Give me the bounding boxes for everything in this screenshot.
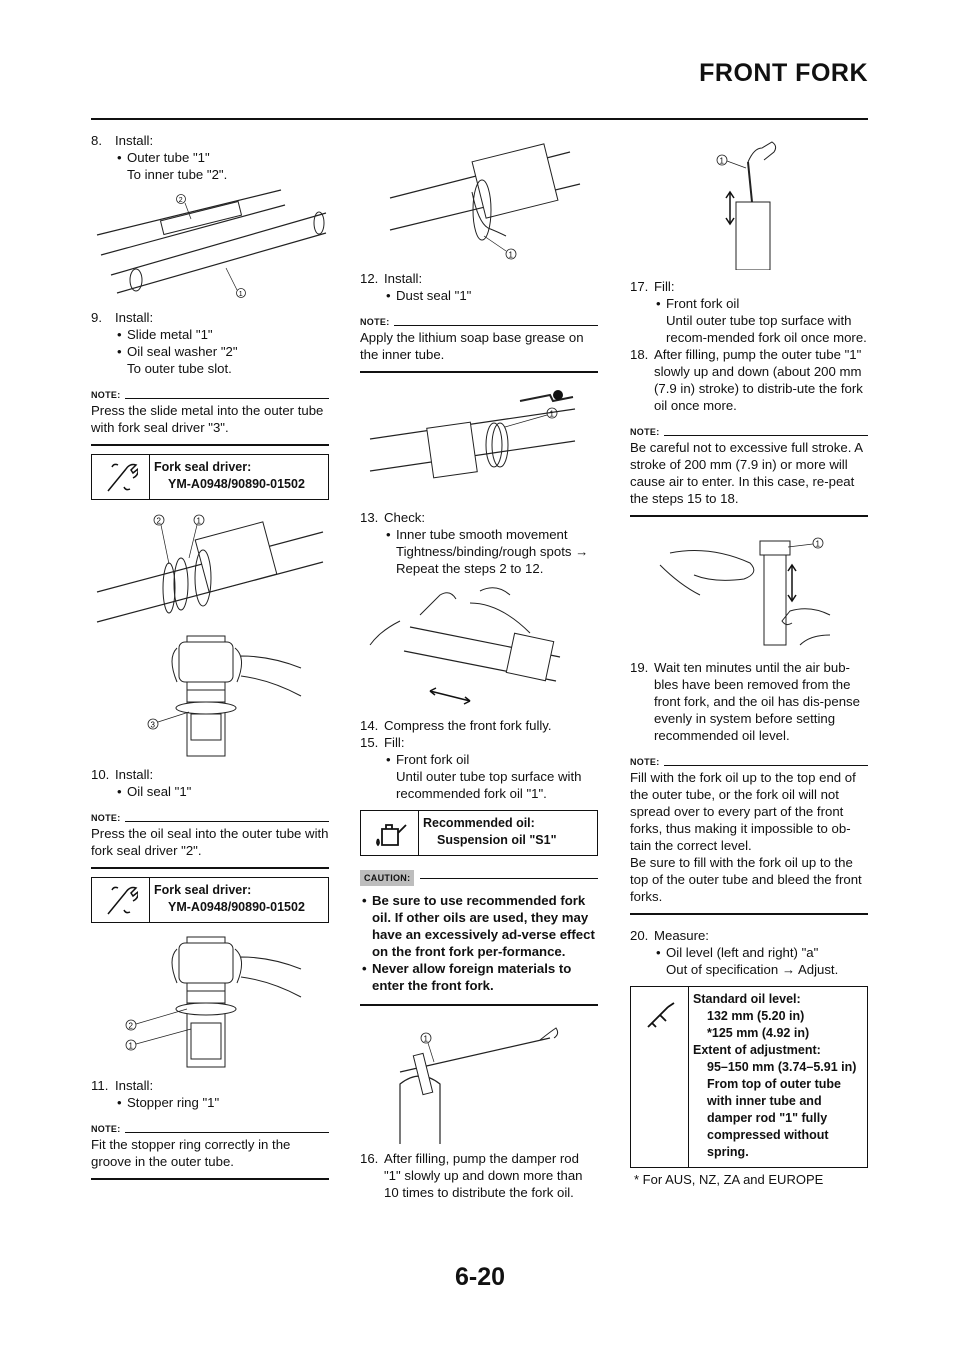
note-6: NOTE: Fill with the fork oil up to the top end of the outer tube, or the fork oil will not spread over to every part of the front forks, thus making it impossible to ob-tain the correct level. Be sure to fill with the fork oil up to the top of the outer tube and bleed the front forks.: [630, 756, 868, 915]
svg-text:1: 1: [549, 409, 554, 419]
page-title: FRONT FORK: [699, 59, 868, 87]
damper-rod-pump-figure: [360, 1014, 598, 1144]
svg-text:1: 1: [238, 291, 243, 298]
step-20: 20. Measure:: [630, 928, 709, 943]
step-12: 12. Install:: [360, 271, 423, 286]
step-9-bullet-2: • Oil seal washer "2": [91, 343, 329, 360]
step-17-cont: Until outer tube top surface with recom-mended fork oil once more.: [666, 313, 867, 345]
wrench-tool-icon: [92, 878, 150, 922]
svg-text:2: 2: [128, 1021, 133, 1031]
front-fork-oil-fill-figure: [630, 132, 868, 270]
step-15-cont: Until outer tube top surface with recommended fork oil "1".: [396, 769, 582, 801]
note-4: NOTE: Apply the lithium soap base grease on the inner tube.: [360, 316, 598, 373]
fork-seal-driver-figure-2: [91, 933, 329, 1073]
column-3: [630, 132, 868, 1188]
oil-can-icon: [361, 811, 419, 855]
svg-text:1: 1: [196, 516, 201, 526]
step-8-cont: To inner tube "2".: [127, 167, 228, 182]
svg-text:2: 2: [156, 516, 161, 526]
svg-text:1: 1: [508, 250, 513, 260]
step-12-bullet: • Dust seal "1": [360, 287, 598, 304]
step-9-bullet-1: • Slide metal "1": [91, 326, 329, 343]
step-9: 9. Install:: [91, 310, 154, 325]
step-18: 18. After filling, pump the outer tube "1" slowly up and down (about 200 mm (7.9 in) stroke) to distrib-ute the fork oil once more.: [630, 347, 863, 413]
note-1: NOTE: Press the slide metal into the outer tube with fork seal driver "3".: [91, 389, 329, 446]
outer-tube-pump-figure: [630, 525, 868, 653]
svg-text:1: 1: [423, 1034, 428, 1044]
note-5: NOTE: Be careful not to excessive full stroke. A stroke of 200 mm (7.9 in) or more will cause air to enter. In this case, re-peat the steps 15 to 18.: [630, 426, 868, 517]
step-17-bullet: • Front fork oil: [630, 295, 868, 312]
step-20-bullet: • Oil level (left and right) "a": [630, 944, 868, 961]
caliper-measure-icon: [631, 987, 689, 1167]
wrench-tool-icon: [92, 455, 150, 499]
step-13-cont-2: Repeat the steps 2 to 12.: [396, 561, 544, 576]
column-1: [91, 132, 329, 1180]
step-15-bullet: • Front fork oil: [360, 751, 598, 768]
footnote: * For AUS, NZ, ZA and EUROPE: [634, 1172, 824, 1187]
title-rule: [91, 118, 868, 120]
caution-header: CAUTION:: [360, 870, 598, 886]
step-11-bullet: • Stopper ring "1": [91, 1094, 329, 1111]
step-16: 16. After filling, pump the damper rod "1" slowly up and down more than 10 times to distribute the fork oil.: [360, 1151, 583, 1200]
svg-text:1: 1: [719, 156, 724, 166]
outer-inner-tube-figure: [91, 183, 329, 305]
step-8-bullet: • Outer tube "1": [91, 149, 329, 166]
caution-item: • Never allow foreign materials to enter the front fork.: [360, 960, 598, 994]
svg-text:1: 1: [815, 539, 820, 549]
step-8: 8. Install:: [91, 133, 154, 148]
step-13: 13. Check:: [360, 510, 426, 525]
caution-list: [360, 892, 598, 994]
svg-text:1: 1: [128, 1041, 133, 1051]
note-2: NOTE: Press the oil seal into the outer tube with fork seal driver "2".: [91, 812, 329, 869]
step-10-bullet: • Oil seal "1": [91, 783, 329, 800]
fork-seal-driver-figure-1: [91, 632, 329, 762]
dust-seal-figure-1: [360, 132, 598, 262]
grease-application-figure: [360, 379, 598, 503]
step-10: 10. Install:: [91, 767, 154, 782]
spec-fork-seal-driver-2: Fork seal driver: YM-A0948/90890-01502: [91, 877, 329, 923]
step-9-cont: To outer tube slot.: [127, 361, 232, 376]
spec-oil-level: Standard oil level: 132 mm (5.20 in) *125 mm (4.92 in) Extent of adjustment: 95–150 mm (3.74–5.91 in) From top of outer tube with inner tube and damper rod "1" fully compressed without spring.: [630, 986, 868, 1168]
step-14: 14. Compress the front fork fully.: [360, 718, 552, 733]
spec-recommended-oil: Recommended oil: Suspension oil "S1": [360, 810, 598, 856]
page-number: 6-20: [454, 1263, 506, 1291]
step-19: 19. Wait ten minutes until the air bub-bles have been removed from the front fork, and the oil has dis-pense evenly in system before setting recommended oil level.: [630, 660, 860, 743]
step-13-cont-1: Tightness/binding/rough spots →: [396, 544, 589, 559]
caution-item: • Be sure to use recommended fork oil. If other oils are used, they may have an excessively ad-verse effect on the front fork per-formance.: [360, 892, 598, 960]
slide-metal-figure: [91, 506, 329, 630]
svg-text:3: 3: [150, 720, 155, 730]
spec-fork-seal-driver-1: Fork seal driver: YM-A0948/90890-01502: [91, 454, 329, 500]
column-2: [360, 132, 598, 1201]
step-11: 11. Install:: [91, 1078, 154, 1093]
inner-tube-movement-figure: [360, 581, 598, 711]
note-3: NOTE: Fit the stopper ring correctly in the groove in the outer tube.: [91, 1123, 329, 1180]
step-17: 17. Fill:: [630, 279, 675, 294]
svg-text:2: 2: [178, 197, 183, 204]
step-20-cont: Out of specification → Adjust.: [666, 962, 839, 977]
step-15: 15. Fill:: [360, 735, 405, 750]
step-13-bullet: • Inner tube smooth movement: [360, 526, 598, 543]
